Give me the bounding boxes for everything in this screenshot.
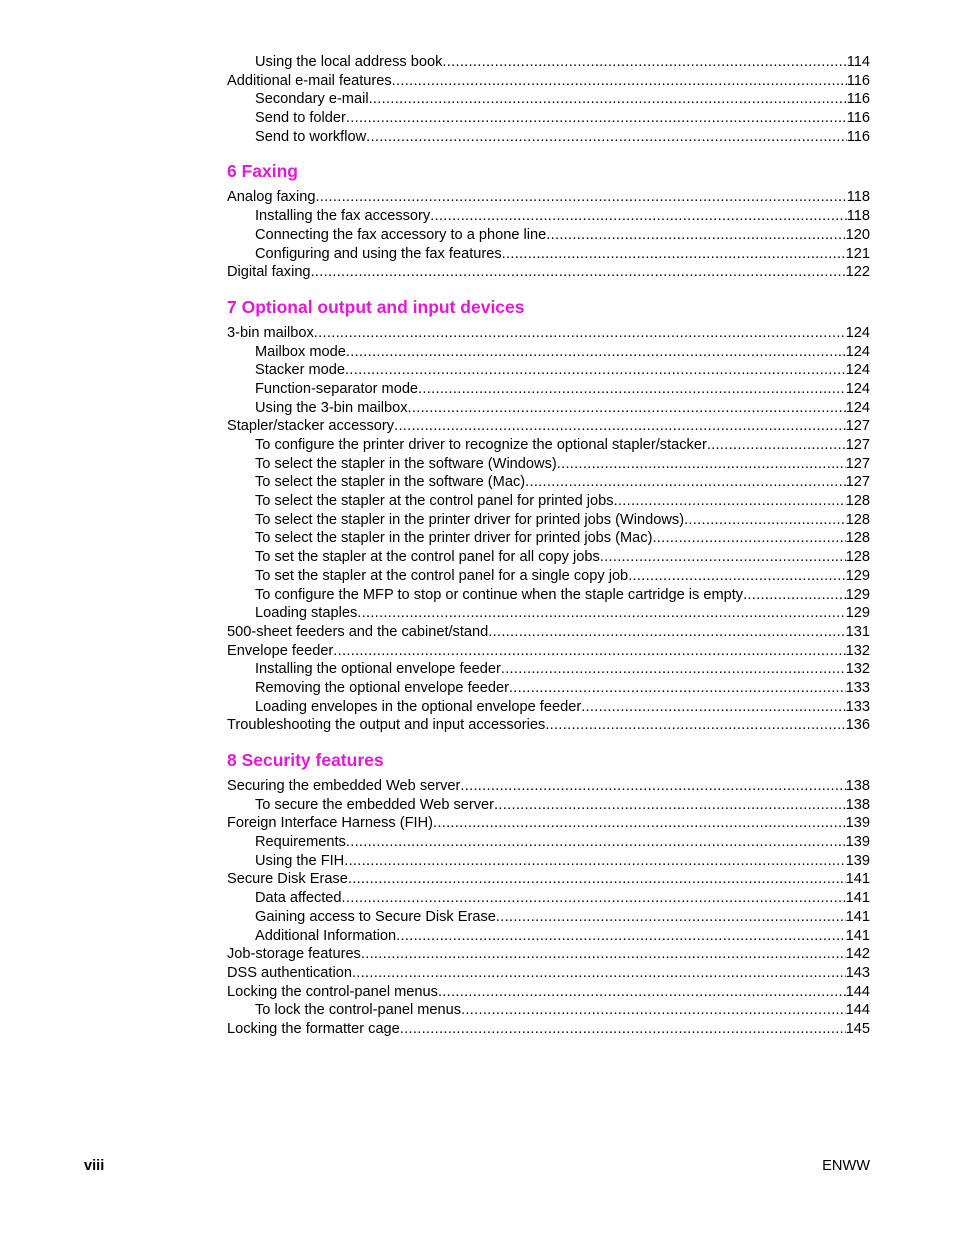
- entry-title: Securing the embedded Web server: [227, 778, 461, 794]
- toc-entry[interactable]: [227, 945, 870, 964]
- toc-subentry[interactable]: [227, 473, 870, 492]
- entry-title: Locking the control-panel menus: [227, 983, 438, 1000]
- toc-subentry[interactable]: [227, 529, 870, 548]
- entry-page-number: 128: [845, 530, 870, 547]
- table-of-contents: [227, 53, 870, 1039]
- entry-page-number: 124: [845, 362, 870, 379]
- chapter-heading[interactable]: 6 Faxing: [227, 161, 298, 182]
- dot-leader: [369, 90, 847, 109]
- toc-subentry[interactable]: [227, 927, 870, 946]
- entry-title: Foreign Interface Harness (FIH): [227, 815, 434, 832]
- entry-page-number: 129: [845, 586, 870, 603]
- toc-subentry[interactable]: [227, 604, 870, 623]
- entry-page-number: 129: [845, 567, 870, 584]
- dot-leader: [392, 72, 847, 91]
- entry-title: Locking the formatter cage: [227, 1020, 400, 1037]
- entry-page-number: 138: [845, 778, 870, 794]
- entry-title: Loading envelopes in the optional envelope feeder: [255, 698, 582, 715]
- entry-page-number: 142: [845, 946, 870, 963]
- dot-leader: [346, 109, 847, 128]
- toc-entry[interactable]: [227, 188, 870, 207]
- dot-leader: [314, 324, 846, 343]
- dot-leader: [557, 455, 846, 474]
- entry-page-number: 145: [845, 1020, 870, 1037]
- dot-leader: [396, 927, 845, 946]
- entry-page-number: 136: [845, 717, 870, 734]
- toc-subentry[interactable]: [227, 548, 870, 567]
- dot-leader: [581, 698, 845, 717]
- dot-leader: [352, 964, 846, 983]
- dot-leader: [502, 245, 846, 264]
- toc-subentry[interactable]: [227, 852, 870, 871]
- entry-title: Stapler/stacker accessory: [227, 418, 395, 435]
- entry-title: To set the stapler at the control panel for all copy jobs: [255, 549, 600, 566]
- toc-entry[interactable]: [227, 623, 870, 642]
- dot-leader: [501, 660, 846, 679]
- entry-page-number: 128: [845, 549, 870, 566]
- entry-title: To select the stapler in the printer driver for printed jobs (Windows): [255, 511, 685, 528]
- dot-leader: [496, 908, 846, 927]
- entry-title: Mailbox mode: [255, 343, 346, 360]
- dot-leader: [346, 343, 846, 362]
- entry-title: Additional e-mail features: [227, 72, 392, 89]
- dot-leader: [684, 511, 846, 530]
- entry-page-number: 144: [845, 1002, 870, 1019]
- entry-page-number: 132: [845, 642, 870, 659]
- toc-subentry[interactable]: [227, 567, 870, 586]
- entry-title: Installing the fax accessory: [255, 208, 431, 225]
- toc-entry[interactable]: [227, 814, 870, 833]
- toc-subentry[interactable]: [227, 380, 870, 399]
- entry-title: Requirements: [255, 834, 346, 851]
- entry-page-number: 141: [845, 890, 870, 907]
- entry-title: 500-sheet feeders and the cabinet/stand: [227, 623, 489, 640]
- entry-page-number: 114: [846, 54, 870, 70]
- toc-entry[interactable]: [227, 417, 870, 436]
- toc-entry[interactable]: [227, 324, 870, 343]
- entry-page-number: 128: [845, 511, 870, 528]
- entry-title: Using the 3-bin mailbox: [255, 399, 408, 416]
- dot-leader: [461, 1001, 846, 1020]
- dot-leader: [546, 226, 845, 245]
- toc-entry[interactable]: [227, 72, 870, 91]
- entry-title: Secondary e-mail: [255, 91, 369, 108]
- toc-subentry[interactable]: [227, 796, 870, 815]
- entry-page-number: 127: [845, 418, 870, 435]
- dot-leader: [357, 604, 845, 623]
- entry-page-number: 143: [845, 964, 870, 981]
- dot-leader: [361, 945, 846, 964]
- dot-leader: [438, 983, 846, 1002]
- entry-title: Additional Information: [255, 927, 397, 944]
- dot-leader: [545, 716, 845, 735]
- dot-leader: [408, 399, 846, 418]
- toc-subentry[interactable]: [227, 833, 870, 852]
- dot-leader: [333, 642, 845, 661]
- entry-title: To lock the control-panel menus: [255, 1002, 462, 1019]
- entry-title: Data affected: [255, 890, 342, 907]
- entry-page-number: 124: [845, 343, 870, 360]
- dot-leader: [366, 128, 847, 147]
- toc-subentry[interactable]: [227, 245, 870, 264]
- dot-leader: [346, 833, 846, 852]
- entry-page-number: 144: [845, 983, 870, 1000]
- toc-subentry[interactable]: [227, 53, 870, 72]
- entry-title: To set the stapler at the control panel for a single copy job: [255, 567, 629, 584]
- toc-subentry[interactable]: [227, 586, 870, 605]
- toc-subentry[interactable]: [227, 436, 870, 455]
- toc-subentry[interactable]: [227, 399, 870, 418]
- entry-page-number: 132: [845, 661, 870, 678]
- dot-leader: [418, 380, 846, 399]
- dot-leader: [430, 207, 847, 226]
- toc-subentry[interactable]: [227, 492, 870, 511]
- entry-title: To configure the printer driver to recognize the optional stapler/stacker: [255, 437, 707, 453]
- entry-page-number: 121: [845, 245, 870, 262]
- chapter-heading[interactable]: 8 Security features: [227, 750, 384, 770]
- entry-title: Secure Disk Erase: [227, 871, 348, 888]
- dot-leader: [614, 492, 846, 511]
- toc-entry[interactable]: [227, 642, 870, 661]
- dot-leader: [652, 529, 845, 548]
- entry-page-number: 127: [845, 455, 870, 472]
- entry-title: Troubleshooting the output and input accessories: [227, 717, 546, 734]
- entry-page-number: 120: [845, 226, 870, 243]
- dot-leader: [345, 361, 846, 380]
- entry-title: DSS authentication: [227, 964, 352, 981]
- entry-page-number: 124: [845, 380, 870, 397]
- toc-entry[interactable]: [227, 716, 870, 735]
- toc-subentry[interactable]: [227, 908, 870, 927]
- entry-page-number: 133: [845, 679, 870, 696]
- entry-page-number: 139: [845, 815, 870, 832]
- toc-subentry[interactable]: [227, 343, 870, 362]
- entry-page-number: 122: [845, 264, 870, 281]
- entry-title: To select the stapler at the control panel for printed jobs: [255, 493, 614, 510]
- toc-subentry[interactable]: [227, 511, 870, 530]
- entry-page-number: 141: [845, 908, 870, 925]
- entry-title: To configure the MFP to stop or continue when the staple cartridge is empty: [255, 586, 744, 603]
- dot-leader: [400, 1020, 846, 1039]
- toc-subentry[interactable]: [227, 128, 870, 147]
- entry-page-number: 116: [846, 128, 870, 145]
- entry-page-number: 138: [845, 796, 870, 813]
- dot-leader: [743, 586, 846, 605]
- entry-title: Send to workflow: [255, 128, 367, 145]
- toc-entry[interactable]: [227, 777, 870, 796]
- entry-title: Loading staples: [255, 605, 358, 622]
- dot-leader: [344, 852, 845, 871]
- dot-leader: [315, 188, 846, 207]
- dot-leader: [460, 777, 845, 796]
- entry-title: Connecting the fax accessory to a phone line: [255, 226, 547, 243]
- entry-title: To select the stapler in the printer driver for printed jobs (Mac): [255, 530, 653, 547]
- entry-title: Configuring and using the fax features: [255, 245, 502, 262]
- entry-page-number: 116: [846, 110, 870, 127]
- toc-entry[interactable]: [227, 1020, 870, 1039]
- toc-entry[interactable]: [227, 263, 870, 282]
- entry-page-number: 141: [845, 927, 870, 944]
- toc-subentry[interactable]: [227, 361, 870, 380]
- dot-leader: [394, 417, 846, 436]
- dot-leader: [488, 623, 845, 642]
- entry-page-number: 131: [845, 623, 870, 640]
- entry-page-number: 118: [846, 189, 870, 206]
- entry-title: To select the stapler in the software (Mac): [255, 474, 526, 491]
- entry-page-number: 133: [845, 698, 870, 715]
- entry-title: Removing the optional envelope feeder: [255, 679, 509, 696]
- dot-leader: [628, 567, 845, 586]
- entry-page-number: 127: [845, 437, 870, 453]
- entry-title: Job-storage features: [227, 946, 361, 963]
- chapter-heading[interactable]: 7 Optional output and input devices: [227, 296, 525, 317]
- toc-subentry[interactable]: [227, 698, 870, 717]
- entry-page-number: 118: [846, 208, 870, 225]
- entry-title: To secure the embedded Web server: [255, 796, 495, 813]
- dot-leader: [494, 796, 846, 815]
- entry-title: Send to folder: [255, 110, 346, 127]
- toc-entry[interactable]: [227, 870, 870, 889]
- toc-entry[interactable]: [227, 983, 870, 1002]
- dot-leader: [342, 889, 846, 908]
- toc-subentry[interactable]: [227, 679, 870, 698]
- dot-leader: [525, 473, 846, 492]
- toc-subentry[interactable]: [227, 889, 870, 908]
- entry-page-number: 128: [845, 493, 870, 510]
- entry-page-number: 139: [845, 834, 870, 851]
- entry-page-number: 124: [845, 399, 870, 416]
- entry-title: Gaining access to Secure Disk Erase: [255, 908, 496, 925]
- dot-leader: [442, 53, 846, 72]
- entry-title: Digital faxing: [227, 264, 311, 281]
- entry-page-number: 116: [846, 72, 870, 89]
- entry-page-number: 124: [845, 324, 870, 341]
- toc-subentry[interactable]: [227, 109, 870, 128]
- entry-title: Function-separator mode: [255, 380, 419, 397]
- entry-title: Installing the optional envelope feeder: [255, 661, 501, 678]
- page-number: viii: [84, 1158, 105, 1174]
- entry-page-number: 139: [845, 852, 870, 869]
- entry-title: Using the local address book: [255, 54, 443, 70]
- toc-subentry[interactable]: [227, 660, 870, 679]
- entry-title: Analog faxing: [227, 189, 316, 206]
- dot-leader: [348, 870, 846, 889]
- entry-page-number: 127: [845, 474, 870, 491]
- entry-page-number: 141: [845, 871, 870, 888]
- entry-title: 3-bin mailbox: [227, 324, 314, 341]
- document-id: ENWW: [822, 1158, 870, 1174]
- toc-subentry[interactable]: [227, 226, 870, 245]
- dot-leader: [707, 436, 846, 455]
- toc-subentry[interactable]: [227, 207, 870, 226]
- entry-title: Using the FIH: [255, 852, 345, 869]
- toc-subentry[interactable]: [227, 455, 870, 474]
- entry-title: To select the stapler in the software (Windows): [255, 455, 557, 472]
- toc-entry[interactable]: [227, 964, 870, 983]
- dot-leader: [509, 679, 846, 698]
- entry-title: Envelope feeder: [227, 642, 334, 659]
- dot-leader: [433, 814, 846, 833]
- toc-subentry[interactable]: [227, 90, 870, 109]
- entry-page-number: 129: [845, 605, 870, 622]
- entry-title: Stacker mode: [255, 362, 346, 379]
- dot-leader: [600, 548, 846, 567]
- entry-page-number: 116: [846, 91, 870, 108]
- toc-subentry[interactable]: [227, 1001, 870, 1020]
- dot-leader: [311, 263, 846, 282]
